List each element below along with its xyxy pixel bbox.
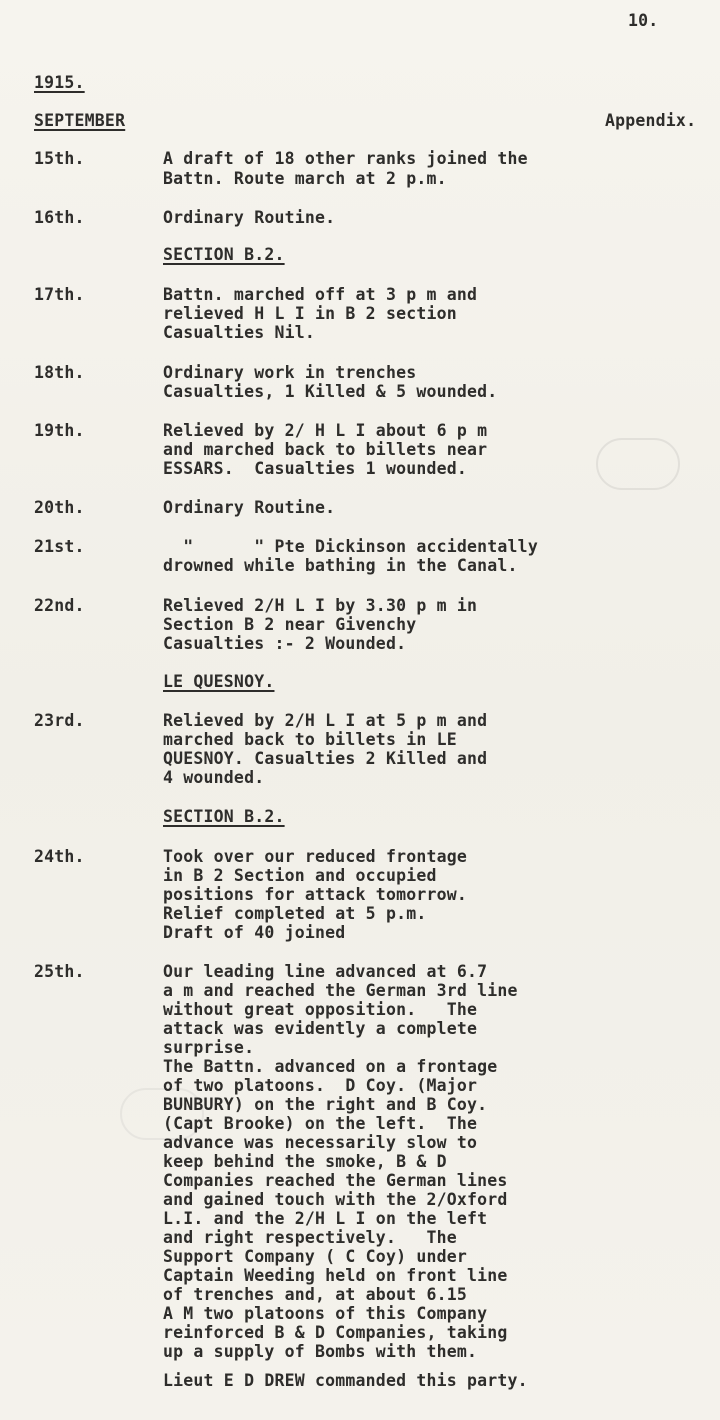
section-heading: SECTION B.2. bbox=[163, 245, 285, 264]
entry-line: L.I. and the 2/H L I on the left bbox=[163, 1209, 488, 1228]
entry-line: BUNBURY) on the right and B Coy. bbox=[163, 1095, 488, 1114]
entry-line: and gained touch with the 2/Oxford bbox=[163, 1190, 508, 1209]
entry-line: Battn. Route march at 2 p.m. bbox=[163, 169, 447, 188]
faint-stamp-mark bbox=[596, 438, 680, 490]
entry-line: advance was necessarily slow to bbox=[163, 1133, 478, 1152]
entry-date: 18th. bbox=[34, 363, 85, 382]
entry-line: A draft of 18 other ranks joined the bbox=[163, 149, 528, 168]
year-heading: 1915. bbox=[34, 73, 85, 92]
entry-line: Casualties :- 2 Wounded. bbox=[163, 634, 407, 653]
entry-line: Relieved by 2/H L I at 5 p m and bbox=[163, 711, 488, 730]
entry-line: Companies reached the German lines bbox=[163, 1171, 508, 1190]
entry-line: Relief completed at 5 p.m. bbox=[163, 904, 427, 923]
entry-line: in B 2 Section and occupied bbox=[163, 866, 437, 885]
entry-line: Support Company ( C Coy) under bbox=[163, 1247, 468, 1266]
entry-line: without great opposition. The bbox=[163, 1000, 478, 1019]
entry-line: Ordinary Routine. bbox=[163, 498, 336, 517]
entry-line: reinforced B & D Companies, taking bbox=[163, 1323, 508, 1342]
appendix-label: Appendix. bbox=[605, 111, 697, 130]
entry-date: 17th. bbox=[34, 285, 85, 304]
entry-date: 21st. bbox=[34, 537, 85, 556]
entry-date: 24th. bbox=[34, 847, 85, 866]
entry-line: Section B 2 near Givenchy bbox=[163, 615, 417, 634]
entry-line: a m and reached the German 3rd line bbox=[163, 981, 518, 1000]
entry-line: Casualties, 1 Killed & 5 wounded. bbox=[163, 382, 498, 401]
entry-line: up a supply of Bombs with them. bbox=[163, 1342, 478, 1361]
entry-line: Relieved by 2/ H L I about 6 p m bbox=[163, 421, 488, 440]
entry-line: keep behind the smoke, B & D bbox=[163, 1152, 447, 1171]
entry-line: of two platoons. D Coy. (Major bbox=[163, 1076, 478, 1095]
entry-line: Took over our reduced frontage bbox=[163, 847, 468, 866]
entry-line: Draft of 40 joined bbox=[163, 923, 346, 942]
entry-line: The Battn. advanced on a frontage bbox=[163, 1057, 498, 1076]
entry-date: 23rd. bbox=[34, 711, 85, 730]
entry-date: 20th. bbox=[34, 498, 85, 517]
entry-line: drowned while bathing in the Canal. bbox=[163, 556, 518, 575]
entry-line: (Capt Brooke) on the left. The bbox=[163, 1114, 478, 1133]
entry-line: QUESNOY. Casualties 2 Killed and bbox=[163, 749, 488, 768]
entry-line: ESSARS. Casualties 1 wounded. bbox=[163, 459, 468, 478]
month-heading: SEPTEMBER bbox=[34, 111, 126, 130]
entry-line: A M two platoons of this Company bbox=[163, 1304, 488, 1323]
entry-date: 16th. bbox=[34, 208, 85, 227]
section-heading: SECTION B.2. bbox=[163, 807, 285, 826]
entry-line: and right respectively. The bbox=[163, 1228, 457, 1247]
entry-line: positions for attack tomorrow. bbox=[163, 885, 468, 904]
entry-date: 15th. bbox=[34, 149, 85, 168]
entry-line: of trenches and, at about 6.15 bbox=[163, 1285, 468, 1304]
entry-date: 25th. bbox=[34, 962, 85, 981]
section-heading: LE QUESNOY. bbox=[163, 672, 275, 691]
entry-line: 4 wounded. bbox=[163, 768, 265, 787]
entry-line: Casualties Nil. bbox=[163, 323, 316, 342]
entry-line: " " Pte Dickinson accidentally bbox=[163, 537, 538, 556]
entry-line: Ordinary work in trenches bbox=[163, 363, 417, 382]
page-number: 10. bbox=[628, 11, 659, 30]
entry-line: surprise. bbox=[163, 1038, 255, 1057]
entry-line: relieved H L I in B 2 section bbox=[163, 304, 457, 323]
entry-line: Relieved 2/H L I by 3.30 p m in bbox=[163, 596, 478, 615]
entry-line: and marched back to billets near bbox=[163, 440, 488, 459]
entry-date: 22nd. bbox=[34, 596, 85, 615]
entry-line: Lieut E D DREW commanded this party. bbox=[163, 1371, 528, 1390]
entry-line: Ordinary Routine. bbox=[163, 208, 336, 227]
entry-line: Battn. marched off at 3 p m and bbox=[163, 285, 478, 304]
entry-line: Captain Weeding held on front line bbox=[163, 1266, 508, 1285]
entry-line: Our leading line advanced at 6.7 bbox=[163, 962, 488, 981]
entry-line: attack was evidently a complete bbox=[163, 1019, 478, 1038]
entry-date: 19th. bbox=[34, 421, 85, 440]
entry-line: marched back to billets in LE bbox=[163, 730, 457, 749]
